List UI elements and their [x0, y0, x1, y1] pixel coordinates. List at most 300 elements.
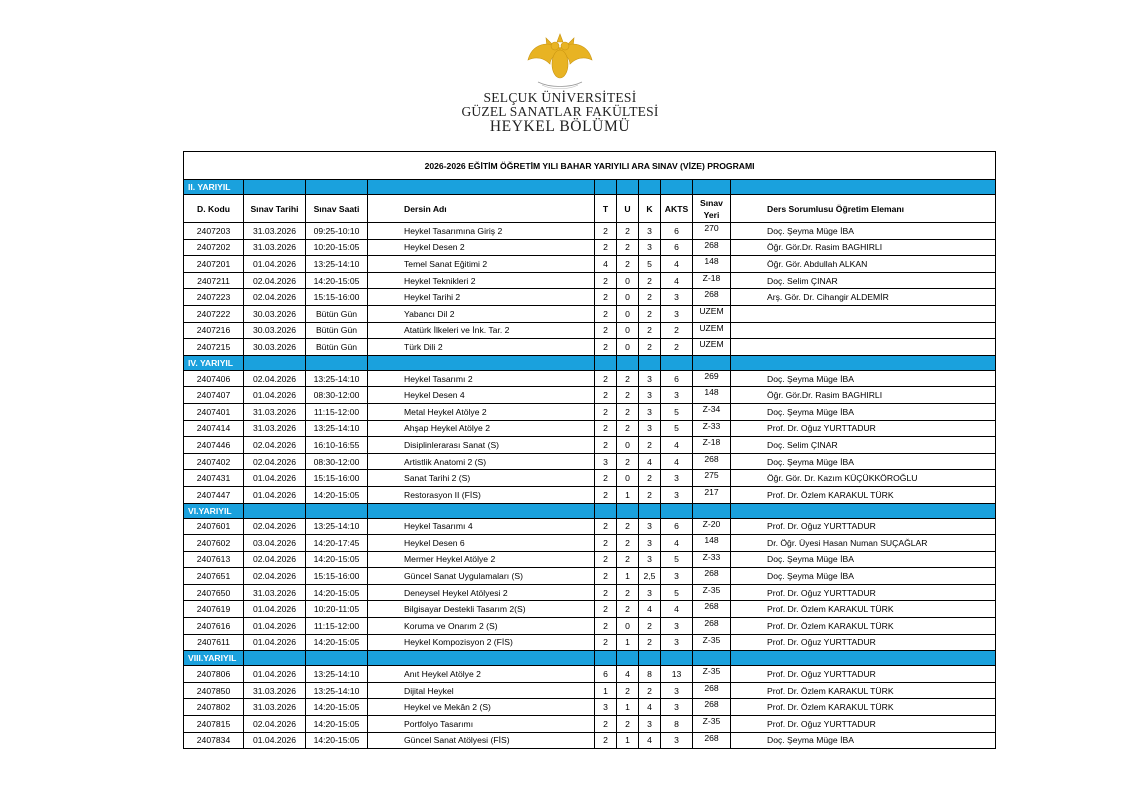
cell-instructor: Prof. Dr. Oğuz YURTTADUR: [731, 634, 996, 651]
semester-band-cell: [693, 355, 731, 370]
cell-course-name: Atatürk İlkeleri ve İnk. Tar. 2: [368, 322, 595, 339]
semester-band-cell: [595, 503, 617, 518]
table-row: [184, 732, 996, 749]
cell-akts: 4: [661, 453, 693, 470]
cell-practice-hours: 2: [617, 682, 639, 699]
cell-credit: 2: [639, 682, 661, 699]
table-row: [184, 223, 996, 240]
cell-theory-hours: 2: [595, 322, 617, 339]
cell-exam-room: UZEM: [693, 339, 731, 356]
cell-akts: 3: [661, 486, 693, 503]
cell-akts: 4: [661, 256, 693, 273]
cell-practice-hours: 1: [617, 699, 639, 716]
cell-practice-hours: 2: [617, 387, 639, 404]
cell-theory-hours: 2: [595, 634, 617, 651]
cell-exam-date: 31.03.2026: [244, 223, 306, 240]
cell-practice-hours: 2: [617, 239, 639, 256]
cell-exam-time: Bütün Gün: [306, 339, 368, 356]
cell-instructor: Prof. Dr. Özlem KARAKUL TÜRK: [731, 699, 996, 716]
cell-akts: 6: [661, 370, 693, 387]
cell-akts: 3: [661, 682, 693, 699]
cell-exam-time: 08:30-12:00: [306, 387, 368, 404]
cell-theory-hours: 2: [595, 618, 617, 635]
cell-exam-date: 02.04.2026: [244, 453, 306, 470]
semester-band-cell: [368, 180, 595, 195]
table-row: [184, 239, 996, 256]
cell-course-name: Ahşap Heykel Atölye 2: [368, 420, 595, 437]
cell-course-code: 2407619: [184, 601, 244, 618]
cell-akts: 6: [661, 518, 693, 535]
cell-exam-room: 217: [693, 486, 731, 503]
cell-exam-time: 13:25-14:10: [306, 256, 368, 273]
cell-course-name: Sanat Tarihi 2 (S): [368, 470, 595, 487]
table-row: [184, 716, 996, 733]
cell-exam-date: 02.04.2026: [244, 551, 306, 568]
cell-exam-time: 13:25-14:10: [306, 420, 368, 437]
cell-course-name: Heykel Kompozisyon 2 (FİS): [368, 634, 595, 651]
column-header-instructor: Ders Sorumlusu Öğretim Elemanı: [731, 195, 996, 223]
cell-akts: 6: [661, 239, 693, 256]
cell-akts: 2: [661, 339, 693, 356]
semester-band-cell: [244, 355, 306, 370]
cell-exam-room: 268: [693, 601, 731, 618]
cell-exam-date: 02.04.2026: [244, 716, 306, 733]
cell-exam-time: Bütün Gün: [306, 322, 368, 339]
cell-practice-hours: 1: [617, 486, 639, 503]
semester-band-cell: [639, 651, 661, 666]
table-row: [184, 437, 996, 454]
cell-exam-room: UZEM: [693, 322, 731, 339]
cell-exam-time: 15:15-16:00: [306, 568, 368, 585]
cell-course-code: 2407222: [184, 305, 244, 322]
cell-instructor: Öğr. Gör. Dr. Kazım KÜÇÜKKÖROĞLU: [731, 470, 996, 487]
semester-band-cell: [731, 180, 996, 195]
cell-akts: 5: [661, 420, 693, 437]
cell-exam-room: Z-33: [693, 420, 731, 437]
cell-akts: 3: [661, 732, 693, 749]
cell-instructor: Doç. Şeyma Müge İBA: [731, 223, 996, 240]
cell-course-name: Heykel Tasarımı 4: [368, 518, 595, 535]
column-header-theory-hours: T: [595, 195, 617, 223]
cell-course-name: Disiplinlerarası Sanat (S): [368, 437, 595, 454]
cell-credit: 3: [639, 387, 661, 404]
cell-theory-hours: 2: [595, 486, 617, 503]
cell-exam-time: 10:20-11:05: [306, 601, 368, 618]
semester-band-cell: [661, 180, 693, 195]
cell-credit: 4: [639, 732, 661, 749]
cell-exam-date: 01.04.2026: [244, 601, 306, 618]
table-row: [184, 387, 996, 404]
cell-exam-time: 13:25-14:10: [306, 682, 368, 699]
cell-practice-hours: 1: [617, 568, 639, 585]
cell-exam-date: 02.04.2026: [244, 518, 306, 535]
cell-practice-hours: 2: [617, 370, 639, 387]
cell-exam-date: 31.03.2026: [244, 699, 306, 716]
cell-theory-hours: 2: [595, 370, 617, 387]
cell-practice-hours: 4: [617, 666, 639, 683]
cell-practice-hours: 0: [617, 322, 639, 339]
cell-akts: 2: [661, 322, 693, 339]
cell-exam-room: Z-35: [693, 584, 731, 601]
cell-practice-hours: 0: [617, 305, 639, 322]
cell-theory-hours: 2: [595, 239, 617, 256]
table-row: [184, 551, 996, 568]
semester-band-cell: [306, 503, 368, 518]
cell-akts: 13: [661, 666, 693, 683]
cell-course-code: 2407216: [184, 322, 244, 339]
table-title-row: [184, 152, 996, 180]
column-header-exam-room: Sınav Yeri: [693, 195, 731, 223]
cell-theory-hours: 2: [595, 223, 617, 240]
cell-course-code: 2407650: [184, 584, 244, 601]
cell-instructor: Doç. Selim ÇINAR: [731, 437, 996, 454]
cell-instructor: Prof. Dr. Özlem KARAKUL TÜRK: [731, 682, 996, 699]
cell-akts: 3: [661, 699, 693, 716]
column-header-akts: AKTS: [661, 195, 693, 223]
semester-band-cell: [639, 355, 661, 370]
cell-akts: 5: [661, 403, 693, 420]
cell-course-name: Heykel Desen 2: [368, 239, 595, 256]
cell-exam-time: 13:25-14:10: [306, 370, 368, 387]
cell-course-name: Restorasyon II (FİS): [368, 486, 595, 503]
table-row: [184, 370, 996, 387]
cell-exam-date: 02.04.2026: [244, 370, 306, 387]
cell-akts: 4: [661, 601, 693, 618]
semester-band-cell: [731, 651, 996, 666]
cell-theory-hours: 2: [595, 716, 617, 733]
cell-exam-time: 15:15-16:00: [306, 470, 368, 487]
table-row: [184, 470, 996, 487]
table-row: [184, 486, 996, 503]
cell-theory-hours: 2: [595, 339, 617, 356]
cell-exam-date: 02.04.2026: [244, 437, 306, 454]
semester-band-cell: [639, 503, 661, 518]
cell-credit: 2: [639, 437, 661, 454]
cell-credit: 2: [639, 618, 661, 635]
cell-practice-hours: 2: [617, 535, 639, 552]
cell-credit: 2: [639, 339, 661, 356]
cell-instructor: Öğr. Gör. Abdullah ALKAN: [731, 256, 996, 273]
cell-exam-date: 02.04.2026: [244, 272, 306, 289]
cell-exam-room: 148: [693, 387, 731, 404]
table-row: [184, 420, 996, 437]
cell-course-name: Heykel Desen 6: [368, 535, 595, 552]
column-header-credit: K: [639, 195, 661, 223]
cell-akts: 8: [661, 716, 693, 733]
cell-course-name: Heykel Desen 4: [368, 387, 595, 404]
cell-course-code: 2407446: [184, 437, 244, 454]
cell-exam-room: 148: [693, 535, 731, 552]
cell-course-code: 2407203: [184, 223, 244, 240]
cell-exam-room: 275: [693, 470, 731, 487]
semester-band-cell: [368, 355, 595, 370]
cell-instructor: Arş. Gör. Dr. Cihangir ALDEMİR: [731, 289, 996, 306]
cell-theory-hours: 2: [595, 403, 617, 420]
cell-credit: 3: [639, 420, 661, 437]
cell-exam-time: 14:20-15:05: [306, 272, 368, 289]
cell-credit: 2: [639, 634, 661, 651]
cell-akts: 4: [661, 535, 693, 552]
cell-exam-time: 13:25-14:10: [306, 518, 368, 535]
cell-exam-time: 10:20-15:05: [306, 239, 368, 256]
semester-label: II. YARIYIL: [184, 180, 244, 195]
cell-exam-room: 268: [693, 732, 731, 749]
table-row: [184, 518, 996, 535]
cell-exam-date: 01.04.2026: [244, 256, 306, 273]
cell-exam-room: Z-34: [693, 403, 731, 420]
cell-credit: 3: [639, 584, 661, 601]
cell-exam-time: 08:30-12:00: [306, 453, 368, 470]
cell-course-code: 2407850: [184, 682, 244, 699]
cell-credit: 5: [639, 256, 661, 273]
cell-credit: 3: [639, 403, 661, 420]
cell-exam-room: Z-35: [693, 716, 731, 733]
cell-exam-date: 01.04.2026: [244, 387, 306, 404]
semester-band-cell: [244, 651, 306, 666]
cell-instructor: [731, 339, 996, 356]
cell-theory-hours: 2: [595, 420, 617, 437]
semester-band-row: [184, 180, 996, 195]
cell-practice-hours: 2: [617, 518, 639, 535]
cell-course-name: Heykel Tasarımına Giriş 2: [368, 223, 595, 240]
cell-course-name: Heykel Teknikleri 2: [368, 272, 595, 289]
table-row: [184, 682, 996, 699]
semester-label: VI.YARIYIL: [184, 503, 244, 518]
cell-credit: 2: [639, 470, 661, 487]
cell-exam-time: 11:15-12:00: [306, 403, 368, 420]
semester-band-cell: [693, 503, 731, 518]
cell-course-code: 2407402: [184, 453, 244, 470]
cell-theory-hours: 2: [595, 551, 617, 568]
cell-credit: 3: [639, 370, 661, 387]
cell-instructor: Doç. Şeyma Müge İBA: [731, 370, 996, 387]
cell-course-code: 2407651: [184, 568, 244, 585]
table-row: [184, 568, 996, 585]
cell-credit: 2: [639, 305, 661, 322]
cell-instructor: [731, 322, 996, 339]
cell-instructor: Prof. Dr. Özlem KARAKUL TÜRK: [731, 618, 996, 635]
cell-instructor: Doç. Şeyma Müge İBA: [731, 551, 996, 568]
exam-schedule-table: [183, 151, 996, 749]
semester-band-cell: [244, 180, 306, 195]
cell-credit: 2,5: [639, 568, 661, 585]
cell-akts: 3: [661, 568, 693, 585]
cell-theory-hours: 2: [595, 535, 617, 552]
cell-exam-date: 31.03.2026: [244, 584, 306, 601]
cell-exam-date: 01.04.2026: [244, 618, 306, 635]
cell-theory-hours: 2: [595, 584, 617, 601]
cell-practice-hours: 0: [617, 470, 639, 487]
cell-instructor: Öğr. Gör.Dr. Rasim BAGHIRLI: [731, 387, 996, 404]
cell-course-name: Güncel Sanat Atölyesi (FİS): [368, 732, 595, 749]
semester-band-cell: [617, 180, 639, 195]
cell-exam-time: 11:15-12:00: [306, 618, 368, 635]
cell-exam-time: 14:20-15:05: [306, 634, 368, 651]
cell-credit: 4: [639, 699, 661, 716]
cell-exam-room: Z-18: [693, 437, 731, 454]
table-row: [184, 305, 996, 322]
cell-course-code: 2407802: [184, 699, 244, 716]
cell-instructor: Doç. Şeyma Müge İBA: [731, 732, 996, 749]
cell-credit: 2: [639, 486, 661, 503]
cell-practice-hours: 1: [617, 634, 639, 651]
cell-instructor: Prof. Dr. Özlem KARAKUL TÜRK: [731, 486, 996, 503]
cell-practice-hours: 2: [617, 256, 639, 273]
cell-theory-hours: 2: [595, 437, 617, 454]
cell-theory-hours: 2: [595, 518, 617, 535]
cell-exam-date: 01.04.2026: [244, 486, 306, 503]
table-row: [184, 289, 996, 306]
cell-course-name: Portfolyo Tasarımı: [368, 716, 595, 733]
column-header-course-code: D. Kodu: [184, 195, 244, 223]
cell-exam-time: 14:20-15:05: [306, 732, 368, 749]
table-row: [184, 634, 996, 651]
cell-exam-time: Bütün Gün: [306, 305, 368, 322]
cell-practice-hours: 2: [617, 223, 639, 240]
cell-course-name: Metal Heykel Atölye 2: [368, 403, 595, 420]
cell-exam-date: 01.04.2026: [244, 634, 306, 651]
cell-course-code: 2407834: [184, 732, 244, 749]
cell-credit: 3: [639, 535, 661, 552]
cell-exam-time: 14:20-15:05: [306, 486, 368, 503]
cell-exam-room: 268: [693, 453, 731, 470]
cell-practice-hours: 0: [617, 618, 639, 635]
semester-band-cell: [661, 503, 693, 518]
semester-band-cell: [617, 651, 639, 666]
cell-course-name: Koruma ve Onarım 2 (S): [368, 618, 595, 635]
cell-instructor: Doç. Selim ÇINAR: [731, 272, 996, 289]
cell-exam-room: 268: [693, 699, 731, 716]
cell-exam-room: Z-35: [693, 634, 731, 651]
cell-practice-hours: 2: [617, 601, 639, 618]
cell-instructor: Prof. Dr. Oğuz YURTTADUR: [731, 584, 996, 601]
cell-exam-time: 14:20-15:05: [306, 584, 368, 601]
cell-akts: 3: [661, 470, 693, 487]
cell-practice-hours: 1: [617, 732, 639, 749]
table-row: [184, 453, 996, 470]
cell-practice-hours: 2: [617, 716, 639, 733]
cell-instructor: Prof. Dr. Oğuz YURTTADUR: [731, 716, 996, 733]
table-row: [184, 601, 996, 618]
cell-course-name: Güncel Sanat Uygulamaları (S): [368, 568, 595, 585]
cell-course-name: Heykel Tarihi 2: [368, 289, 595, 306]
cell-exam-date: 30.03.2026: [244, 339, 306, 356]
cell-exam-room: 268: [693, 239, 731, 256]
cell-practice-hours: 2: [617, 420, 639, 437]
cell-exam-room: 268: [693, 289, 731, 306]
cell-theory-hours: 3: [595, 699, 617, 716]
cell-credit: 2: [639, 322, 661, 339]
cell-theory-hours: 4: [595, 256, 617, 273]
table-row: [184, 666, 996, 683]
cell-akts: 4: [661, 437, 693, 454]
cell-practice-hours: 2: [617, 403, 639, 420]
cell-exam-room: 148: [693, 256, 731, 273]
cell-exam-room: 270: [693, 223, 731, 240]
cell-instructor: Prof. Dr. Özlem KARAKUL TÜRK: [731, 601, 996, 618]
cell-credit: 4: [639, 601, 661, 618]
cell-theory-hours: 2: [595, 387, 617, 404]
semester-band-cell: [368, 651, 595, 666]
cell-credit: 2: [639, 272, 661, 289]
cell-course-code: 2407414: [184, 420, 244, 437]
cell-theory-hours: 2: [595, 272, 617, 289]
cell-practice-hours: 0: [617, 272, 639, 289]
cell-practice-hours: 2: [617, 453, 639, 470]
cell-exam-date: 01.04.2026: [244, 732, 306, 749]
cell-credit: 3: [639, 716, 661, 733]
faculty-name: GÜZEL SANATLAR FAKÜLTESİ: [461, 104, 659, 119]
cell-exam-room: 268: [693, 618, 731, 635]
semester-band-cell: [731, 355, 996, 370]
cell-exam-time: 16:10-16:55: [306, 437, 368, 454]
exam-schedule-sheet: [183, 151, 995, 749]
semester-band-cell: [731, 503, 996, 518]
cell-exam-date: 31.03.2026: [244, 403, 306, 420]
cell-course-code: 2407611: [184, 634, 244, 651]
cell-course-name: Heykel Tasarımı 2: [368, 370, 595, 387]
cell-instructor: Doç. Şeyma Müge İBA: [731, 568, 996, 585]
cell-theory-hours: 2: [595, 289, 617, 306]
cell-credit: 3: [639, 223, 661, 240]
cell-exam-time: 14:20-15:05: [306, 716, 368, 733]
table-row: [184, 272, 996, 289]
semester-label: IV. YARIYIL: [184, 355, 244, 370]
semester-band-cell: [693, 651, 731, 666]
cell-akts: 3: [661, 289, 693, 306]
cell-course-code: 2407601: [184, 518, 244, 535]
cell-instructor: Prof. Dr. Oğuz YURTTADUR: [731, 666, 996, 683]
cell-theory-hours: 2: [595, 732, 617, 749]
university-name: SELÇUK ÜNİVERSİTESİ: [483, 90, 637, 105]
cell-exam-date: 01.04.2026: [244, 666, 306, 683]
cell-exam-time: 15:15-16:00: [306, 289, 368, 306]
cell-theory-hours: 2: [595, 568, 617, 585]
semester-label: VIII.YARIYIL: [184, 651, 244, 666]
table-row: [184, 403, 996, 420]
cell-credit: 3: [639, 551, 661, 568]
cell-practice-hours: 2: [617, 584, 639, 601]
cell-akts: 4: [661, 272, 693, 289]
semester-band-cell: [306, 651, 368, 666]
faculty-header: [440, 91, 680, 135]
cell-exam-room: UZEM: [693, 305, 731, 322]
cell-course-name: Deneysel Heykel Atölyesi 2: [368, 584, 595, 601]
cell-exam-time: 13:25-14:10: [306, 666, 368, 683]
column-header-exam-time: Sınav Saati: [306, 195, 368, 223]
cell-theory-hours: 2: [595, 305, 617, 322]
semester-band-cell: [595, 180, 617, 195]
table-title: 2026-2026 EĞİTİM ÖĞRETİM YILI BAHAR YARIYILI ARA SINAV (VİZE) PROGRAMI: [184, 152, 996, 180]
semester-band-cell: [595, 651, 617, 666]
cell-course-code: 2407616: [184, 618, 244, 635]
semester-band-cell: [639, 180, 661, 195]
cell-course-name: Anıt Heykel Atölye 2: [368, 666, 595, 683]
semester-band-row: [184, 503, 996, 518]
cell-exam-time: 14:20-15:05: [306, 699, 368, 716]
semester-band-row: [184, 355, 996, 370]
university-seal-logo: [520, 30, 600, 90]
cell-course-code: 2407407: [184, 387, 244, 404]
cell-credit: 4: [639, 453, 661, 470]
column-header-course-name: Dersin Adı: [368, 195, 595, 223]
cell-exam-date: 30.03.2026: [244, 305, 306, 322]
cell-theory-hours: 1: [595, 682, 617, 699]
table-row: [184, 535, 996, 552]
cell-practice-hours: 0: [617, 437, 639, 454]
cell-course-code: 2407202: [184, 239, 244, 256]
cell-akts: 3: [661, 305, 693, 322]
